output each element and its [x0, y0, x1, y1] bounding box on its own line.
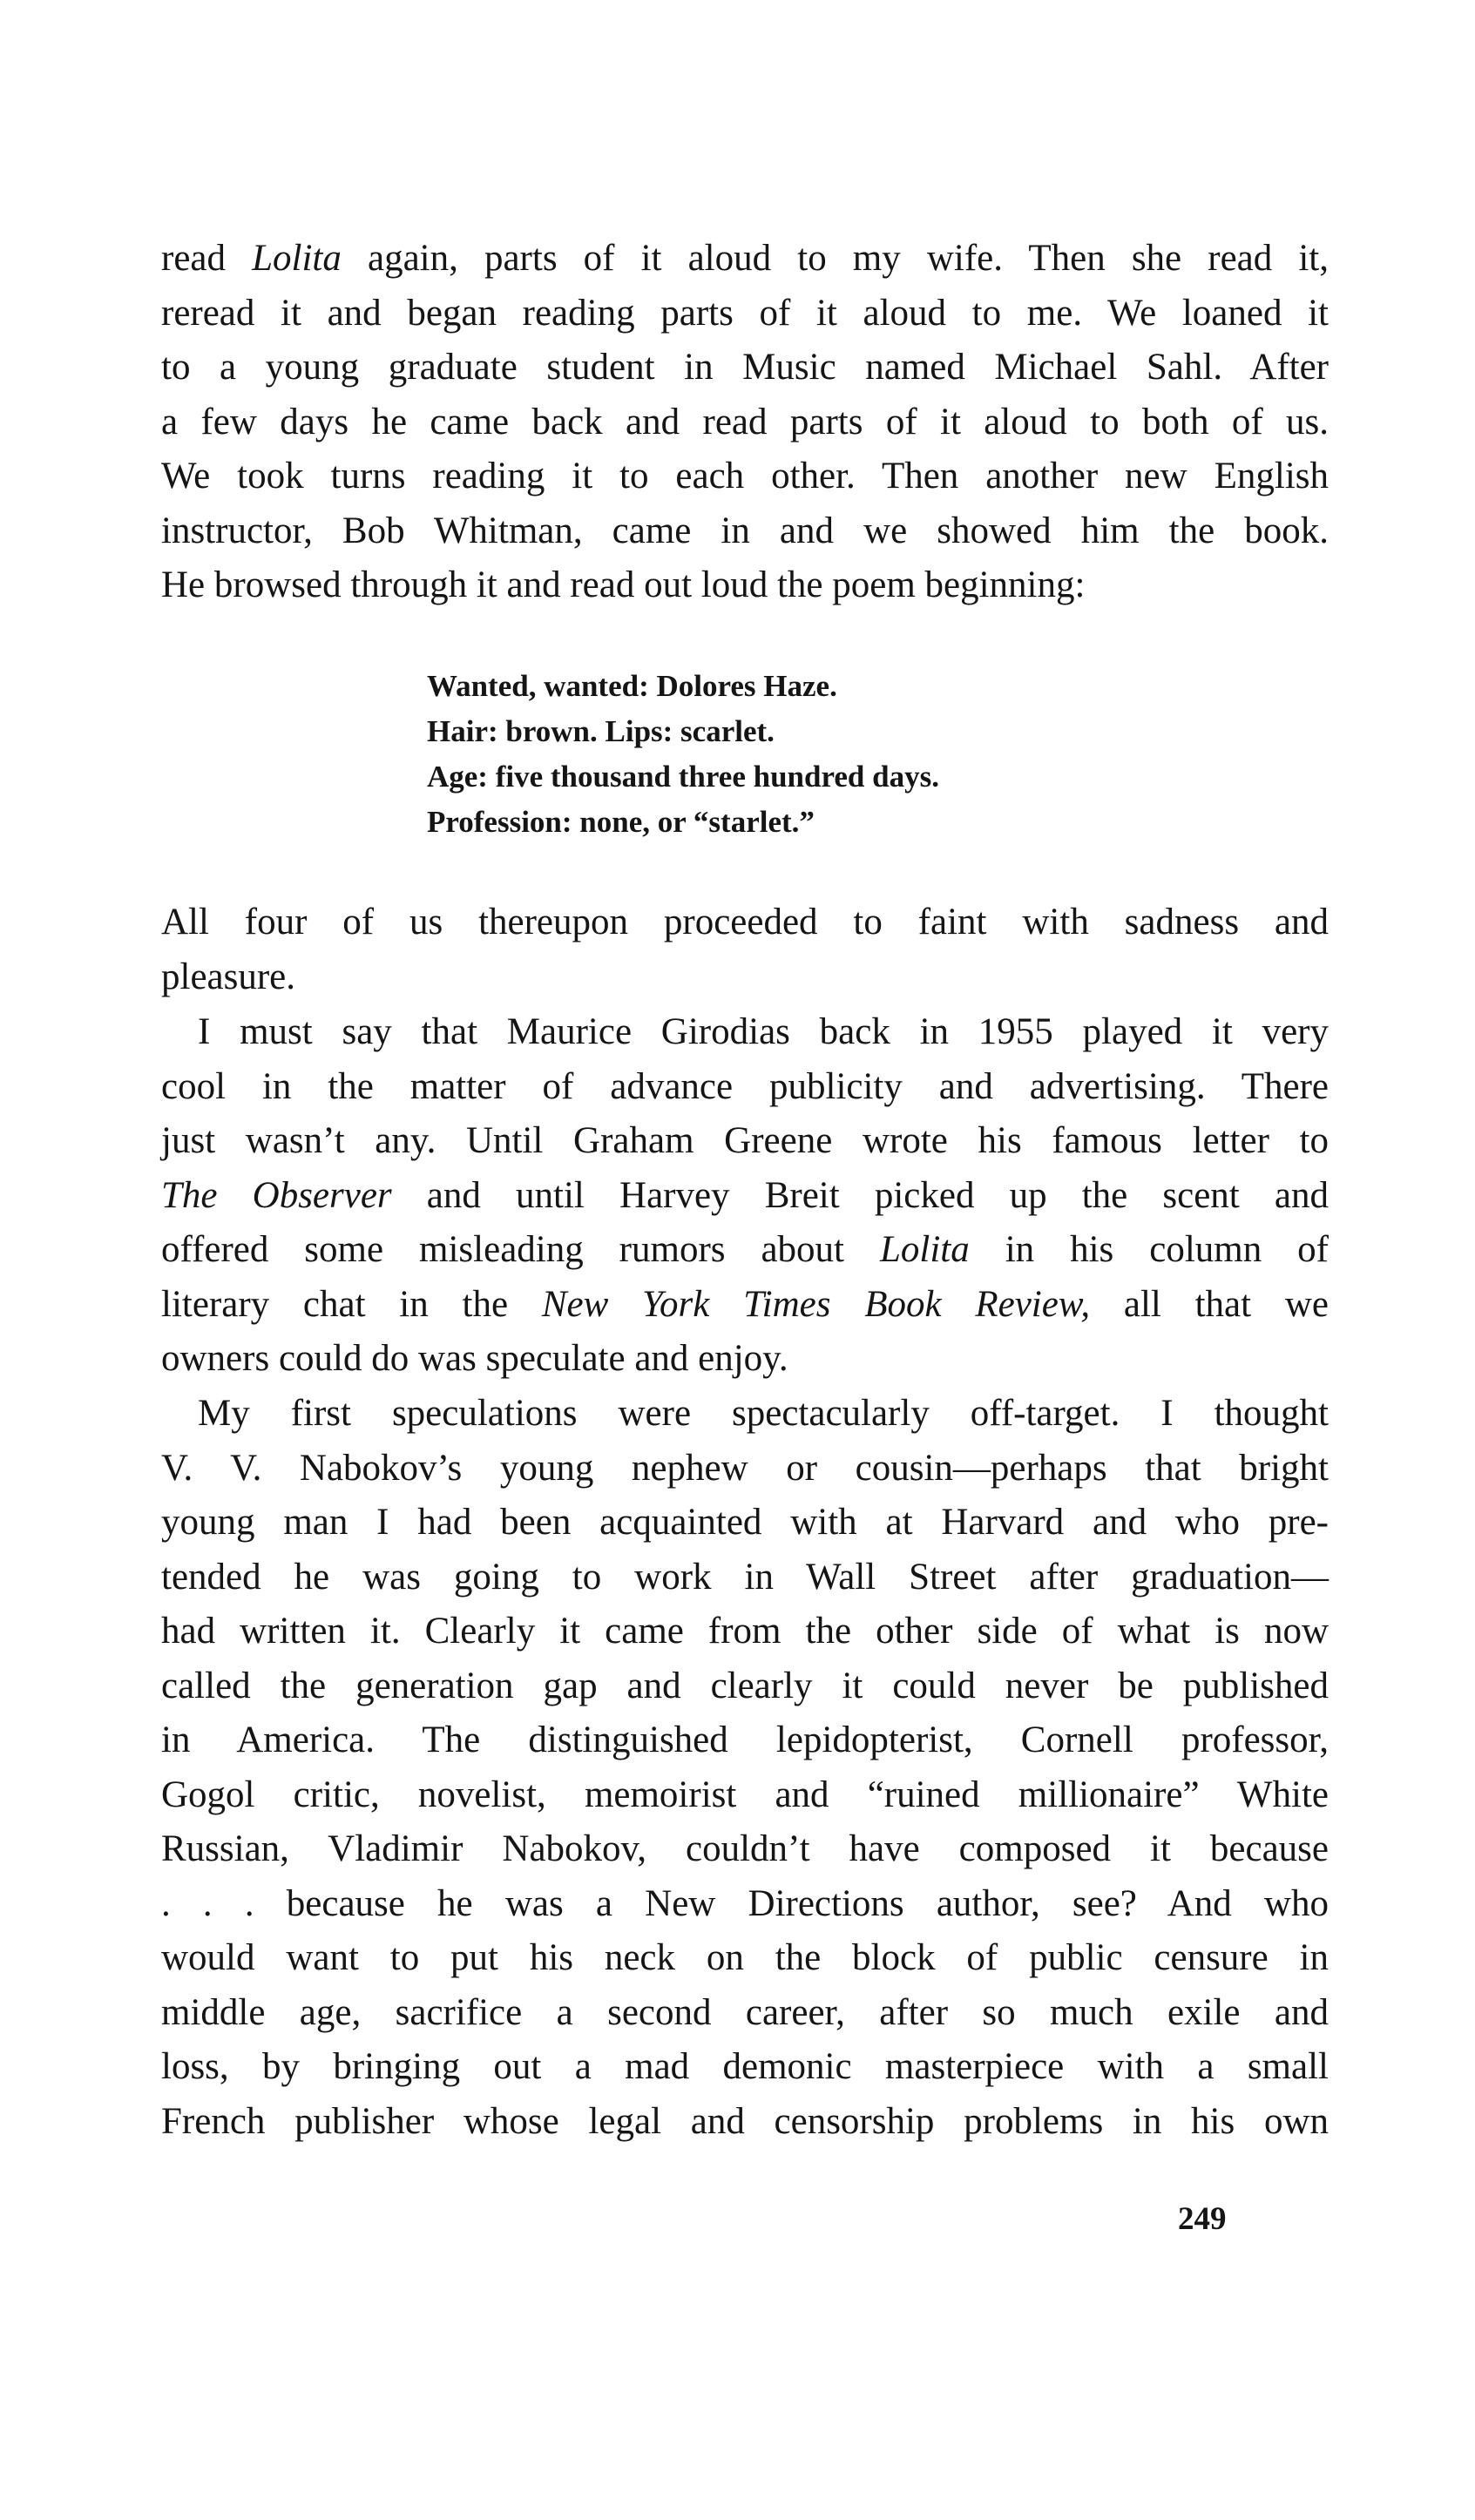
text-line: [161, 1442, 1329, 1496]
text-line: [161, 1822, 1329, 1876]
text-line: [161, 395, 1329, 449]
text-line: [161, 1986, 1329, 2040]
text-segment: again, parts of it aloud to my wife. Then she read it,: [341, 238, 1329, 279]
text-segment: French publisher whose legal and censorship problems in his own: [161, 2100, 1329, 2142]
text-segment: . . . because he was a New Directions author, see? And who: [161, 1882, 1329, 1924]
italic-title: Lolita: [879, 1229, 970, 1270]
text-line: [161, 449, 1329, 503]
text-line: [161, 1278, 1329, 1332]
italic-title: Lolita: [252, 238, 342, 279]
text-segment: My first speculations were spectacularly off-target. I thought: [198, 1393, 1329, 1434]
text-segment: He browsed through it and read out loud the poem beginning:: [161, 564, 1086, 605]
text-segment: tended he was going to work in Wall Street after graduation—: [161, 1556, 1329, 1598]
text-segment: middle age, sacrifice a second career, after so much exile and: [161, 1991, 1329, 2033]
text-line: [161, 1605, 1329, 1659]
text-line: [161, 287, 1329, 341]
text-segment: read: [161, 238, 253, 279]
text-line: [161, 2040, 1329, 2094]
text-line: [161, 1223, 1329, 1277]
text-segment: just wasn’t any. Until Graham Greene wrote his famous letter to: [161, 1120, 1329, 1161]
text-line: [161, 1332, 1329, 1386]
text-segment: V. V. Nabokov’s young nephew or cousin—perhaps that bright: [161, 1447, 1329, 1489]
text-line: [161, 895, 1329, 949]
text-line: [161, 1768, 1329, 1822]
text-line: [161, 1659, 1329, 1713]
text-line: [161, 1551, 1329, 1605]
text-segment: pleasure.: [161, 956, 296, 997]
text-segment: and until Harvey Breit picked up the scent and: [391, 1174, 1329, 1216]
poem-line: Hair: brown. Lips: scarlet.: [427, 714, 775, 748]
italic-title: New York Times Book Review,: [541, 1283, 1091, 1325]
text-line: [161, 1496, 1329, 1550]
text-line: [161, 504, 1329, 558]
text-segment: Gogol critic, novelist, memoirist and “ruined millionaire” White: [161, 1773, 1329, 1815]
text-line: [161, 1169, 1329, 1223]
text-segment: would want to put his neck on the block of public censure in: [161, 1937, 1329, 1978]
text-segment: I must say that Maurice Girodias back in 1955 played it very: [198, 1011, 1329, 1052]
text-line: [161, 1114, 1329, 1168]
text-line: [161, 1931, 1329, 1985]
text-line: [161, 2095, 1329, 2149]
text-segment: Russian, Vladimir Nabokov, couldn’t have composed it because: [161, 1828, 1329, 1869]
text-segment: cool in the matter of advance publicity and advertising. There: [161, 1065, 1329, 1107]
text-segment: owners could do was speculate and enjoy.: [161, 1338, 788, 1379]
text-segment: young man I had been acquainted with at Harvard and who pre-: [161, 1502, 1329, 1543]
text-segment: called the generation gap and clearly it could never be published: [161, 1665, 1329, 1706]
text-segment: all that we: [1090, 1283, 1330, 1325]
text-segment: loss, by bringing out a mad demonic masterpiece with a small: [161, 2046, 1329, 2087]
text-segment: instructor, Bob Whitman, came in and we showed him the book.: [161, 510, 1329, 551]
poem-line: Age: five thousand three hundred days.: [427, 760, 939, 794]
text-line: [161, 232, 1329, 286]
text-line: [161, 341, 1329, 395]
text-line: [161, 1387, 1329, 1441]
text-segment: had written it. Clearly it came from the other side of what is now: [161, 1611, 1329, 1652]
text-segment: reread it and began reading parts of it aloud to me. We loaned it: [161, 292, 1329, 334]
text-segment: in America. The distinguished lepidopterist, Cornell professor,: [161, 1719, 1329, 1760]
italic-title: The Observer: [161, 1174, 392, 1216]
text-line: [161, 1060, 1329, 1114]
text-line: [161, 558, 1329, 612]
text-line: [161, 1877, 1329, 1931]
text-segment: to a young graduate student in Music named Michael Sahl. After: [161, 347, 1329, 388]
text-line: [161, 1005, 1329, 1059]
text-segment: in his column of: [969, 1229, 1329, 1270]
text-line: [161, 1713, 1329, 1767]
text-segment: All four of us thereupon proceeded to faint with sadness and: [161, 902, 1329, 942]
page-number: 249: [1178, 2201, 1227, 2237]
text-segment: a few days he came back and read parts of it aloud to both of us.: [161, 401, 1329, 443]
poem-line: Profession: none, or “starlet.”: [427, 805, 815, 839]
text-segment: We took turns reading it to each other. Then another new English: [161, 456, 1329, 497]
text-line: [161, 950, 1329, 1004]
poem-line: Wanted, wanted: Dolores Haze.: [427, 669, 837, 703]
text-segment: offered some misleading rumors about: [161, 1229, 880, 1270]
text-segment: literary chat in the: [161, 1283, 542, 1325]
